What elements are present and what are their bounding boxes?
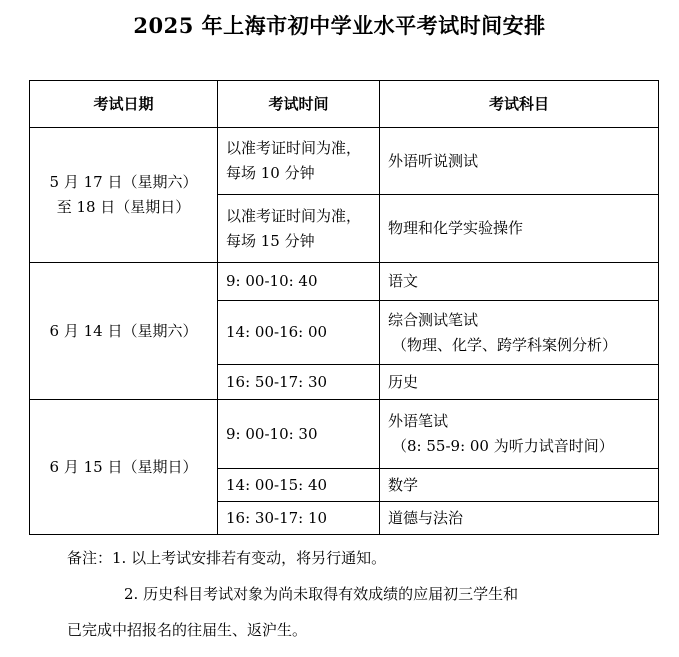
- date-cell: [30, 128, 218, 263]
- subject-cell: [380, 502, 659, 535]
- subject-name: 外语笔试: [388, 412, 449, 430]
- time-cell: 以准考证时间为准，每场 15 分钟: [218, 195, 380, 263]
- header-exam-time: 考试时间: [218, 81, 380, 128]
- time-cell: 14: 00-16: 00: [218, 301, 380, 365]
- subject-name: 综合测试笔试: [388, 310, 479, 329]
- subject-name: 外语听说测试: [388, 151, 479, 170]
- note-1: 备注：1. 以上考试安排若有变动，将另行通知。: [67, 549, 387, 567]
- subject-detail: （物理、化学、跨学科案例分析）: [392, 335, 618, 354]
- header-exam-subject: 考试科目: [380, 81, 659, 128]
- header-exam-date: 考试日期: [30, 81, 218, 128]
- subject-cell: [380, 263, 659, 301]
- subject-name: 道德与法治: [388, 508, 464, 527]
- time-cell: 14: 00-15: 40: [218, 469, 380, 502]
- subject-name: 语文: [388, 272, 419, 290]
- time-cell: 以准考证时间为准，每场 10 分钟: [218, 128, 380, 195]
- table-row: [30, 263, 659, 301]
- time-cell: 9: 00-10: 30: [218, 400, 380, 469]
- subject-cell: [380, 195, 659, 263]
- time-cell: 16: 30-17: 10: [218, 502, 380, 535]
- note-2-line-1: 2. 历史科目考试对象为尚未取得有效成绩的应届初三学生和: [124, 585, 519, 603]
- table-row: [30, 400, 659, 469]
- subject-name: 历史: [388, 372, 419, 391]
- subject-cell: [380, 400, 659, 469]
- subject-cell: [380, 469, 659, 502]
- subject-cell: [380, 128, 659, 195]
- date-cell: [30, 400, 218, 535]
- subject-detail: （8: 55-9: 00 为听力试音时间）: [392, 437, 614, 455]
- subject-cell: [380, 365, 659, 400]
- time-cell: 9: 00-10: 40: [218, 263, 380, 301]
- date-line: 6 月 14 日（星期六）: [49, 321, 198, 340]
- subject-name: 数学: [388, 475, 419, 494]
- table-row: [30, 128, 659, 195]
- subject-cell: [380, 301, 659, 365]
- date-line: 6 月 15 日（星期日）: [49, 457, 198, 476]
- notes-section: [29, 544, 654, 652]
- time-cell: 16: 50-17: 30: [218, 365, 380, 400]
- date-line: 至 18 日（星期日）: [56, 198, 191, 216]
- table-header-row: [30, 81, 659, 128]
- page-title: 2025 年上海市初中学业水平考试时间安排: [133, 13, 546, 38]
- note-2-line-2: 已完成中招报名的往届生、返沪生。: [67, 621, 308, 639]
- date-line: 5 月 17 日（星期六）: [49, 173, 198, 191]
- date-cell: [30, 263, 218, 400]
- exam-schedule-table: [29, 80, 659, 535]
- subject-name: 物理和化学实验操作: [388, 219, 524, 237]
